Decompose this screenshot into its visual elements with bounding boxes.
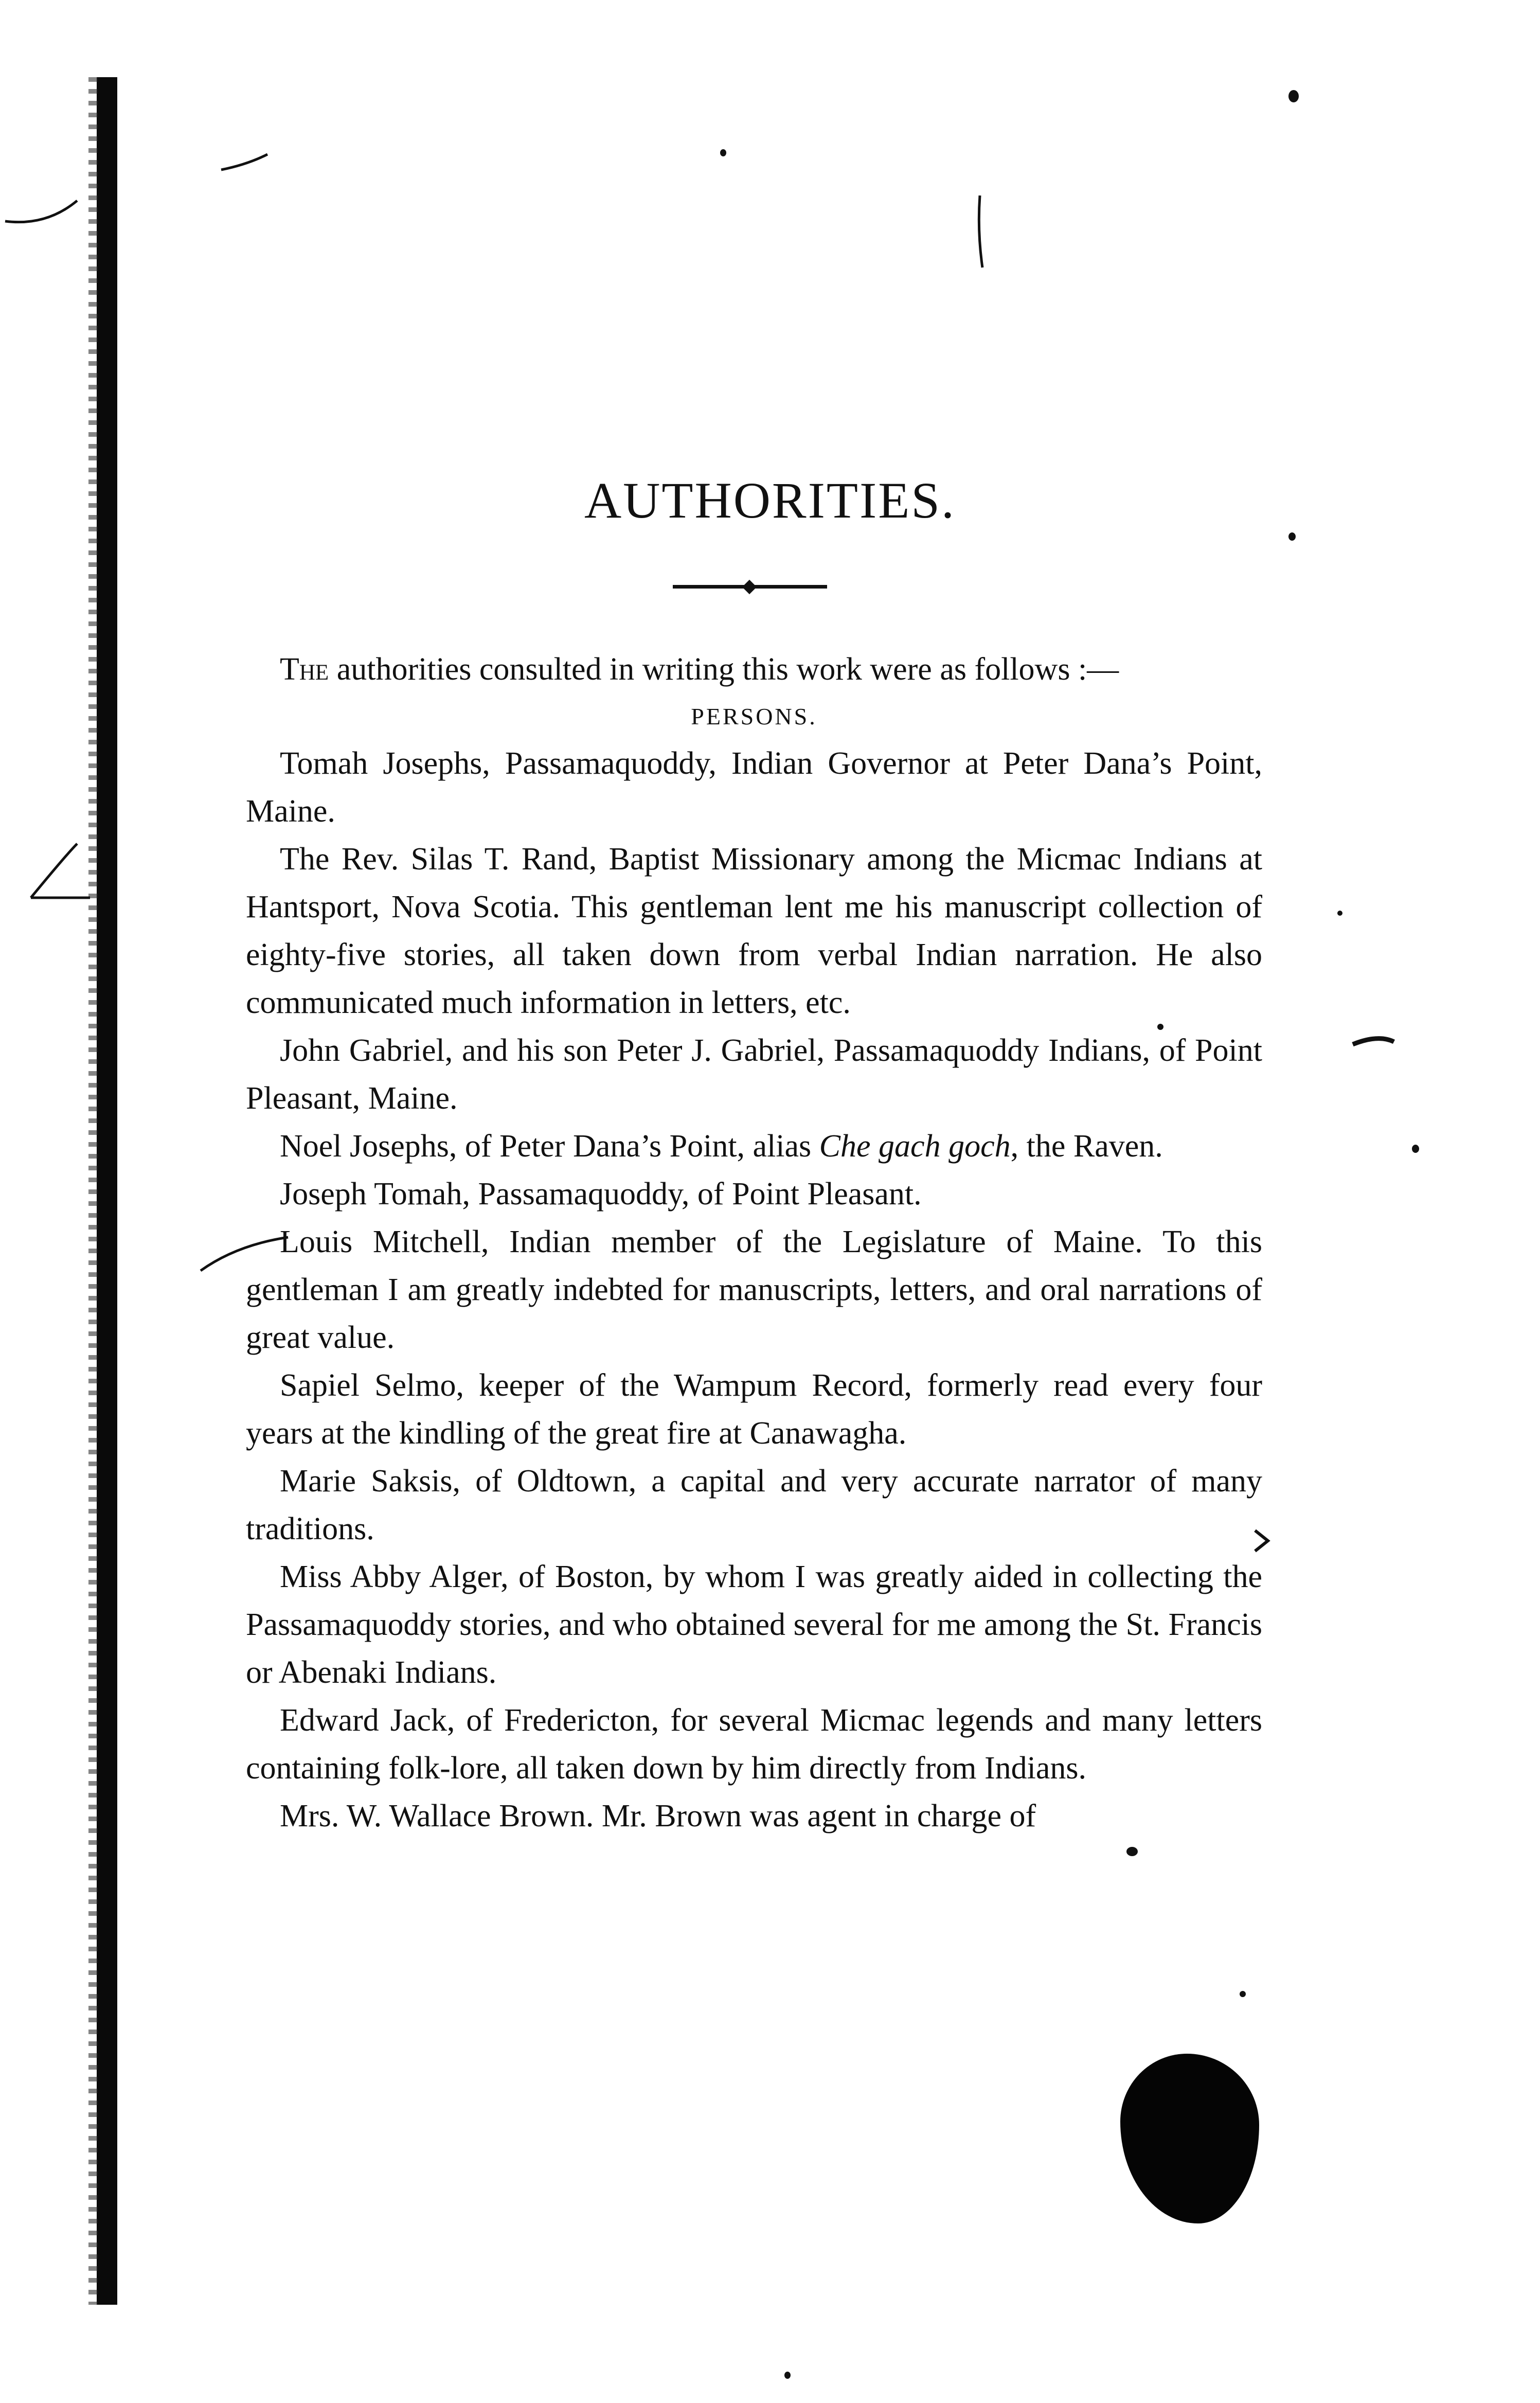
authority-entry: Edward Jack, of Fredericton, for several Micmac legends and many letters containing folk-lore, all taken down by him directly from Indians. [246,1703,1262,1786]
noel-entry-text: Noel Josephs, of Peter Dana’s Point, alias [280,1129,819,1164]
intro-rest: authorities consulted in writing this work were as follows :— [329,652,1119,687]
section-heading: PERSONS. [691,703,817,729]
authority-entry: Sapiel Selmo, keeper of the Wampum Record, formerly read every four years at the kindling of the great fire at Canawagha. [246,1368,1262,1451]
authority-entry: Tomah Josephs, Passamaquoddy, Indian Governor at Peter Dana’s Point, Maine. [246,746,1262,829]
authority-entry: Miss Abby Alger, of Boston, by whom I was greatly aided in collecting the Passamaquoddy stories, and who obtained several for me among the St. Francis or Abenaki Indians. [246,1559,1262,1690]
authority-entry: The Rev. Silas T. Rand, Baptist Missionary among the Micmac Indians at Hantsport, Nova Scotia. This gentleman lent me his manuscript collection of eighty-five stories, all taken down from verbal Indian narration. He also communicated much information in letters, etc. [246,842,1262,1020]
noel-alias: Che gach goch [819,1129,1011,1164]
authority-entry: Joseph Tomah, Passamaquoddy, of Point Pleasant. [280,1177,922,1212]
authority-entry: Mrs. W. Wallace Brown. Mr. Brown was agent in charge of [280,1799,1036,1834]
authority-entry: Marie Saksis, of Oldtown, a capital and very accurate narrator of many traditions. [246,1464,1262,1546]
intro-lead: The [280,652,329,687]
authority-entry: John Gabriel, and his son Peter J. Gabriel, Passamaquoddy Indians, of Point Pleasant, Maine. [246,1033,1262,1116]
noel-entry-text-end: , the Raven. [1010,1129,1163,1164]
page-title: AUTHORITIES. [584,472,956,529]
authority-entry: Louis Mitchell, Indian member of the Legislature of Maine. To this gentleman I am greatly indebted for manuscripts, letters, and oral narrations of great value. [246,1224,1262,1355]
